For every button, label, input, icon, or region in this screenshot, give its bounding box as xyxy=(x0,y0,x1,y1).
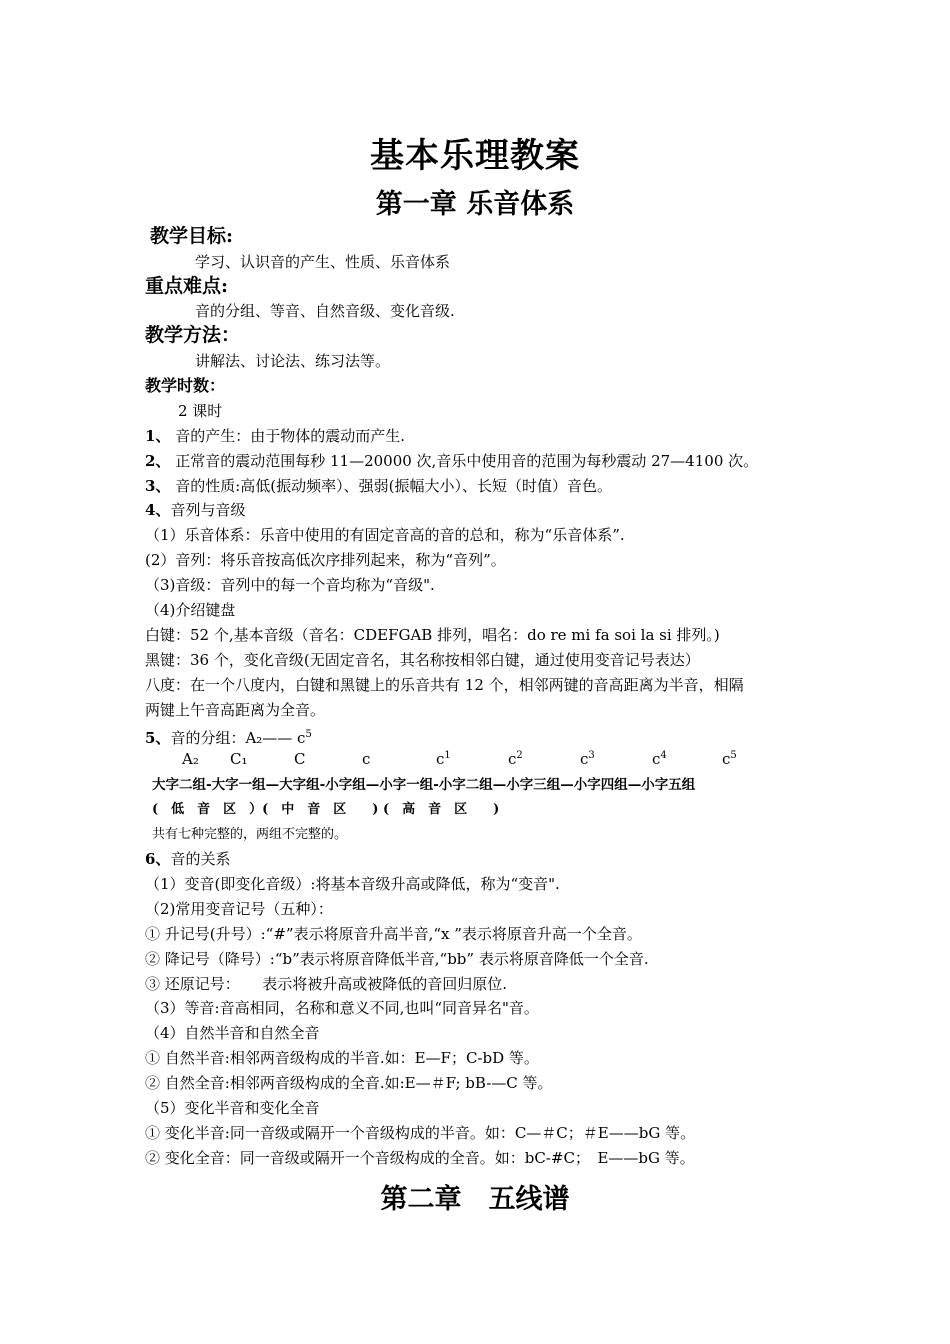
point-4-text: 音列与音级 xyxy=(170,501,246,519)
point-4c: （3)音级：音列中的每一个音均称为“音级". xyxy=(145,576,435,594)
key-points-text: 音的分组、等音、自然音级、变化音级. xyxy=(195,302,455,320)
point-5-number: 5、 xyxy=(145,729,171,747)
point-4a: （1）乐音体系：乐音中使用的有固定音高的音的总和，称为“乐音体系”. xyxy=(145,526,625,544)
note-C1: C₁ xyxy=(230,750,248,768)
hours-text: 2 课时 xyxy=(178,402,223,420)
point-6a: （1）变音(即变化音级）:将基本音级升高或降低，称为“变音". xyxy=(145,875,560,893)
octave-groups: 大字二组-大字一组—大字组-小字组—小字一组-小字二组—小字三组—小字四组—小字五组 xyxy=(152,777,696,793)
point-3 xyxy=(145,476,612,496)
note-c5: $c^5$ xyxy=(722,750,737,768)
key-points-heading: 重点难点: xyxy=(145,275,229,297)
point-4b: (2）音列：将乐音按高低次序排列起来，称为“音列”。 xyxy=(145,551,506,569)
octave-line-2: 两键上午音高距离为全音。 xyxy=(145,701,326,719)
point-6c: （3）等音:音高相同，名称和意义不同,也叫“同音异名"音。 xyxy=(145,999,539,1017)
point-1-number: 1、 xyxy=(145,427,171,445)
natural-whole-tone: ② 自然全音:相邻两音级构成的全音.如:E—＃F; bB-—C 等。 xyxy=(145,1074,553,1092)
point-4-number: 4、 xyxy=(145,501,171,519)
point-4 xyxy=(145,500,245,520)
point-1-text: 音的产生：由于物体的震动而产生. xyxy=(175,427,405,445)
complete-groups-note: 共有七种完整的，两组不完整的。 xyxy=(152,827,348,842)
point-4d: （4)介绍键盘 xyxy=(145,601,236,619)
note-c1: $c^1$ xyxy=(436,750,451,768)
chapter-1-heading: 第一章 乐音体系 xyxy=(375,189,575,220)
point-5-sup: 5 xyxy=(305,729,312,740)
natural-sign: ③ 还原记号： 表示将被升高或被降低的音回归原位. xyxy=(145,975,508,993)
register-zones: ( 低 音 区 ）( 中 音 区 ) ( 高 音 区 ) xyxy=(152,802,500,817)
point-2 xyxy=(145,451,758,471)
sharp-sign: ① 升记号(升号）:“#”表示将原音升高半音,“x ”表示将原音升高一个全音。 xyxy=(145,925,642,943)
point-5-text: 音的分组：A₂—— c xyxy=(170,729,306,747)
point-6b: （2)常用变音记号（五种）： xyxy=(145,900,333,918)
note-A2: A₂ xyxy=(182,750,199,768)
black-keys: 黑键：36 个，变化音级(无固定音名，其名称按相邻白键，通过使用变音记号表达） xyxy=(145,651,700,669)
hours-heading: 教学时数： xyxy=(145,376,226,395)
point-6 xyxy=(145,849,230,869)
white-keys: 白键：52 个,基本音级（音名：CDEFGAB 排列，唱名：do re mi fa soi la si 排列。) xyxy=(145,626,720,644)
note-c2: $c^2$ xyxy=(508,750,523,768)
point-2-number: 2、 xyxy=(145,452,171,470)
octave-line-1: 八度：在一个八度内，白键和黑键上的乐音共有 12 个，相邻两键的音高距离为半音，相隔 xyxy=(145,676,744,694)
point-5 xyxy=(145,725,312,748)
flat-sign: ② 降记号（降号）:“b”表示将原音降低半音,“bb” 表示将原音降低一个全音. xyxy=(145,950,649,968)
point-6-text: 音的关系 xyxy=(170,850,231,868)
goals-text: 学习、认识音的产生、性质、乐音体系 xyxy=(195,253,451,271)
point-6-number: 6、 xyxy=(145,850,171,868)
note-c4: $c^4$ xyxy=(652,750,667,768)
method-heading: 教学方法： xyxy=(145,324,241,346)
chapter-2-heading: 第二章 五线谱 xyxy=(380,1184,570,1215)
point-6e: （5）变化半音和变化全音 xyxy=(145,1099,320,1117)
point-3-text: 音的性质:高低(振动频率）、强弱(振幅大小）、长短（时值）音色。 xyxy=(175,477,612,495)
point-3-number: 3、 xyxy=(145,477,171,495)
document-title: 基本乐理教案 xyxy=(370,136,580,176)
goals-heading: 教学目标: xyxy=(150,225,234,247)
note-c3: $c^3$ xyxy=(580,750,595,768)
point-6d: （4）自然半音和自然全音 xyxy=(145,1024,320,1042)
natural-semitone: ① 自然半音:相邻两音级构成的半音.如：E—F；C-bD 等。 xyxy=(145,1049,539,1067)
method-text: 讲解法、讨论法、练习法等。 xyxy=(195,352,391,370)
note-C: C xyxy=(294,750,306,768)
point-2-text: 正常音的震动范围每秒 11—20000 次,音乐中使用音的范围为每秒震动 27—4100 次。 xyxy=(175,452,759,470)
point-1 xyxy=(145,426,405,446)
note-c: c xyxy=(362,750,371,768)
chromatic-semitone: ① 变化半音:同一音级或隔开一个音级构成的半音。如：C—＃C；＃E——bG 等。 xyxy=(145,1124,696,1142)
chromatic-whole-tone: ② 变化全音：同一音级或隔开一个音级构成的全音。如：bC-#C； E——bG 等。 xyxy=(145,1149,695,1167)
